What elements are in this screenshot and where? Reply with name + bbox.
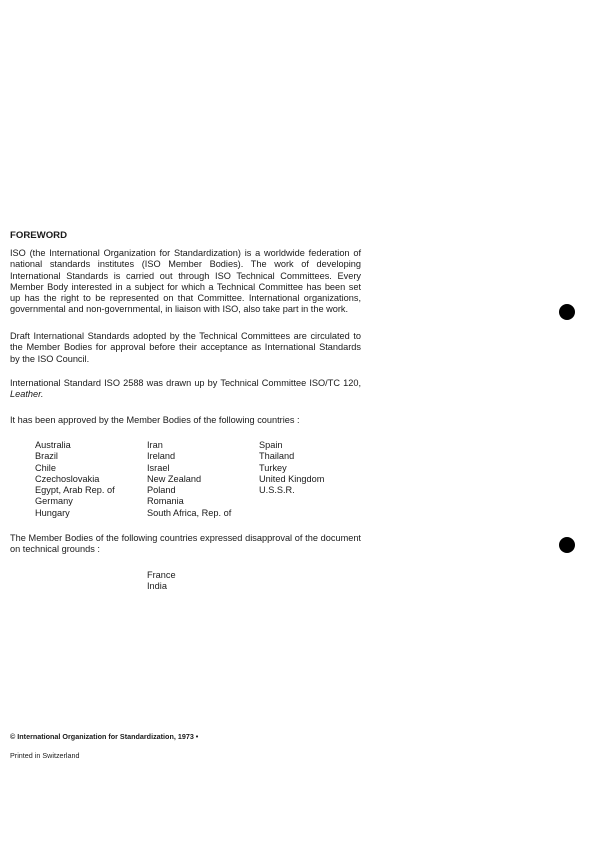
country-item: U.S.S.R. xyxy=(259,485,295,496)
country-item: Hungary xyxy=(35,507,70,518)
country-item: South Africa, Rep. of xyxy=(147,507,232,518)
foreword-heading: FOREWORD xyxy=(10,230,68,241)
approval-intro: It has been approved by the Member Bodies of the following countries : xyxy=(10,415,300,425)
country-item: Chile xyxy=(35,462,56,473)
country-item: Thailand xyxy=(259,451,295,462)
country-item: Spain xyxy=(259,440,283,450)
country-item: Egypt, Arab Rep. of xyxy=(35,485,115,496)
foreword-paragraph-1: ISO (the International Organization for Standardization) is a worldwide federation of national standards institutes (ISO Member Bodies). The work of developing International Standards is carried out through ISO Technical Committees. Every Member Body interested in a subject for which a Technical Committee has been set up has the right to be represented on that Committee. International organizations, governmental and non-governmental, in liaison with ISO, also take part in the work. xyxy=(10,248,361,315)
copyright-notice: © International Organization for Standardization, 1973 • xyxy=(10,732,199,741)
countries-column-2 xyxy=(147,440,231,519)
punch-hole-icon xyxy=(559,537,575,553)
foreword-paragraph-3 xyxy=(10,378,361,401)
country-item: France xyxy=(147,570,176,580)
disapproval-intro: The Member Bodies of the following countries expressed disapproval of the document on technical grounds : xyxy=(10,533,361,555)
country-item: Romania xyxy=(147,496,184,507)
country-item: New Zealand xyxy=(147,473,202,484)
country-item: Poland xyxy=(147,485,176,496)
foreword-paragraph-2: Draft International Standards adopted by the Technical Committees are circulated to the Member Bodies for approval before their acceptance as International Standards by the ISO Council. xyxy=(10,331,361,364)
punch-hole-icon xyxy=(559,304,575,320)
country-item: Ireland xyxy=(147,451,176,462)
country-item: United Kingdom xyxy=(259,473,325,484)
country-item: Israel xyxy=(147,462,170,473)
country-item: Germany xyxy=(35,496,73,507)
country-item: Turkey xyxy=(259,462,287,473)
country-item: Australia xyxy=(35,440,71,450)
countries-column-3 xyxy=(259,440,324,496)
countries-column-1 xyxy=(35,440,115,519)
printed-notice: Printed in Switzerland xyxy=(10,751,80,760)
disapproving-countries-list xyxy=(147,570,176,593)
paragraph-3-text: International Standard ISO 2588 was drawn up by Technical Committee ISO/TC 120, xyxy=(10,378,361,388)
country-item: Iran xyxy=(147,440,163,450)
country-item: Czechoslovakia xyxy=(35,473,100,484)
country-item: Brazil xyxy=(35,451,58,462)
committee-title: Leather. xyxy=(10,389,44,400)
country-item: India xyxy=(147,581,167,592)
